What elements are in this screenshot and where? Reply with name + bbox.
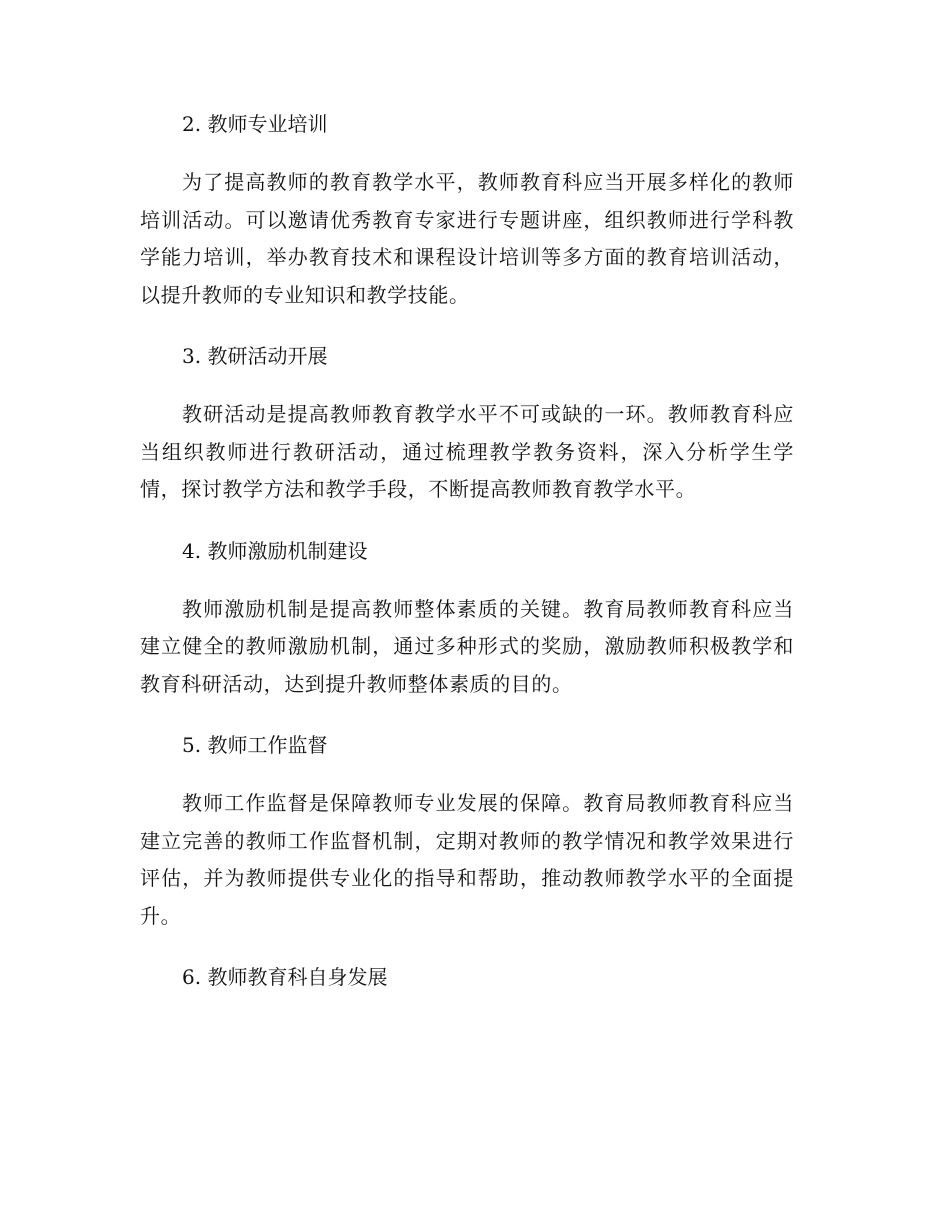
section-heading-4: 4. 教师激励机制建设 <box>182 538 368 563</box>
section-paragraph-5: 教师工作监督是保障教师专业发展的保障。教育局教师教育科应当建立完善的教师工作监督机制，定期对教师的教学情况和教学效果进行评估，并为教师提供专业化的指导和帮助，推动教师教学水平的全面提升。 <box>140 791 794 928</box>
section-paragraph-2: 为了提高教师的教育教学水平，教师教育科应当开展多样化的教师培训活动。可以邀请优秀教育专家进行专题讲座，组织教师进行学科教学能力培训，举办教育技术和课程设计培训等多方面的教育培训活动，以提升教师的专业知识和教学技能。 <box>140 170 794 307</box>
section-heading-2: 2. 教师专业培训 <box>182 112 328 136</box>
section-heading-6: 6. 教师教育科自身发展 <box>182 965 388 989</box>
section-heading-3: 3. 教研活动开展 <box>182 344 328 368</box>
section-heading-5: 5. 教师工作监督 <box>182 733 328 757</box>
section-paragraph-4: 教师激励机制是提高教师整体素质的关键。教育局教师教育科应当建立健全的教师激励机制，通过多种形式的奖励，激励教师积极教学和教育科研活动，达到提升教师整体素质的目的。 <box>140 596 794 696</box>
section-paragraph-3: 教研活动是提高教师教育教学水平不可或缺的一环。教师教育科应当组织教师进行教研活动，通过梳理教学教务资料，深入分析学生学情，探讨教学方法和教学手段，不断提高教师教育教学水平。 <box>140 402 794 501</box>
document-body <box>140 106 794 1017</box>
